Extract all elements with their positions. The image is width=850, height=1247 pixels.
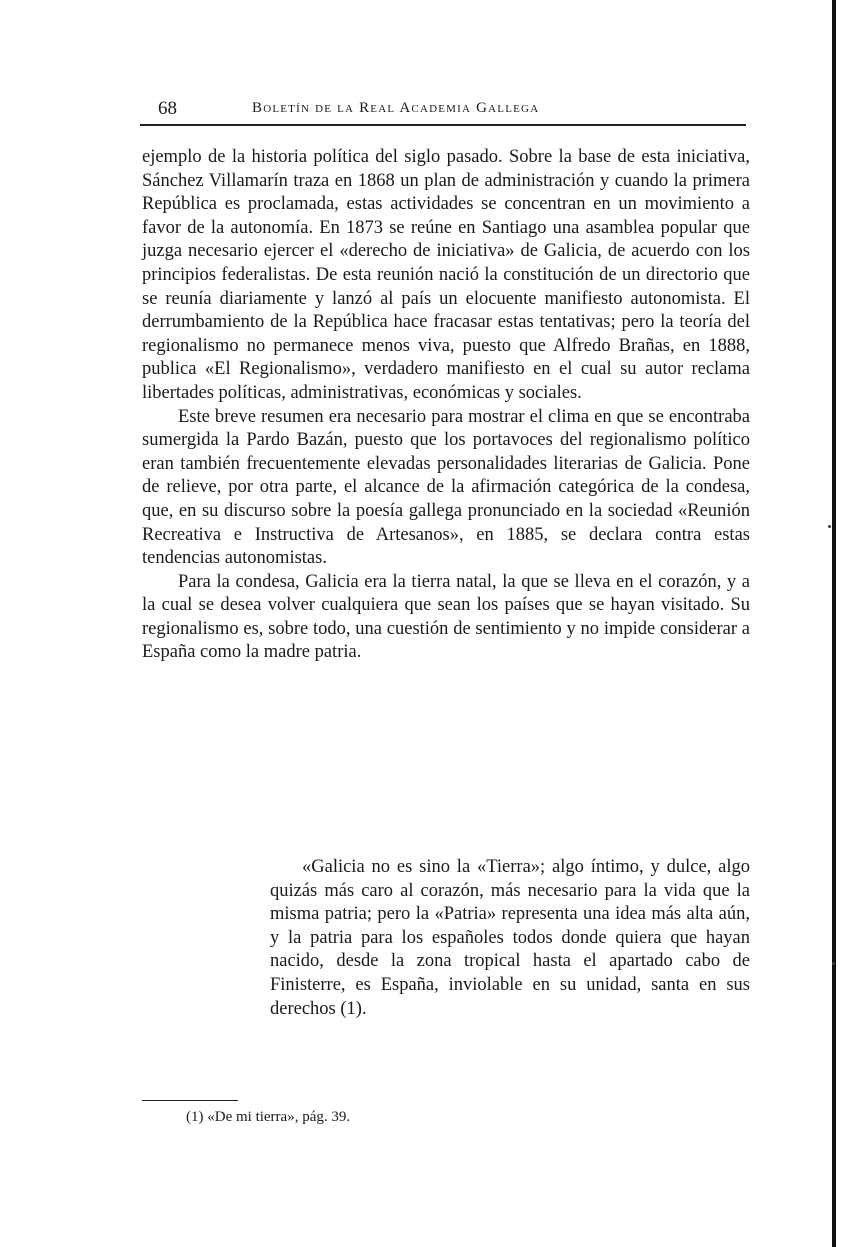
footnote-rule: [142, 1100, 238, 1101]
scan-speck: [828, 525, 831, 528]
quote-text: «Galicia no es sino la «Tierra»; algo íntimo, y dulce, algo quizás más caro al corazón, más necesario para la vida que la misma patria; pero la «Patria» representa una idea más alta aún, y la patria para los españoles todos donde quiera que hayan nacido, desde la zona tropical hasta el apartado cabo de Finisterre, es España, inviolable en su unidad, santa en sus derechos (1).: [270, 857, 750, 1019]
footnote: (1) «De mi tierra», pág. 39.: [186, 1109, 351, 1125]
scan-speck: [832, 962, 835, 965]
page-header: [140, 96, 746, 126]
paragraph-2: Este breve resumen era necesario para mostrar el clima en que se encontraba sumergida la Pardo Bazán, puesto que los portavoces del regionalismo político eran también frecuentemente elevadas personalidades literarias de Galicia. Pone de relieve, por otra parte, el alcance de la afirmación categórica de la condesa, que, en su discurso sobre la poesía gallega pronunciado en la sociedad «Reunión Recreativa e Instructiva de Artesanos», en 1885, se declara contra estas tendencias autonomistas.: [142, 406, 750, 569]
running-head: Boletín de la Real Academia Gallega: [252, 100, 540, 116]
body-text: [142, 146, 750, 665]
paragraph-1: ejemplo de la historia política del siglo pasado. Sobre la base de esta iniciativa, Sánchez Villamarín traza en 1868 un plan de administración y cuando la primera República es proclamada, estas actividades se concentran en un movimiento a favor de la autonomía. En 1873 se reúne en Santiago una asamblea popular que juzga necesario ejercer el «derecho de iniciativa» de Galicia, de acuerdo con los principios federalistas. De esta reunión nació la constitución de un directorio que se reunía diariamente y lanzó al país un elocuente manifiesto autonomista. El derrumbamiento de la República hace fracasar estas tentativas; pero la teoría del regionalismo no permanece menos viva, puesto que Alfredo Brañas, en 1888, publica «El Regionalismo», verdadero manifiesto en el cual su autor reclama libertades políticas, administrativas, económicas y sociales.: [142, 147, 750, 403]
paragraph-3: Para la condesa, Galicia era la tierra natal, la que se lleva en el corazón, y a la cual se desea volver cualquiera que sean los países que se hayan visitado. Su regionalismo es, sobre todo, una cuestión de sentimiento y no impide considerar a España como la madre patria.: [142, 571, 750, 663]
page-edge-shadow: [832, 0, 836, 1247]
block-quote: [270, 856, 750, 1021]
page-number: 68: [158, 98, 177, 119]
